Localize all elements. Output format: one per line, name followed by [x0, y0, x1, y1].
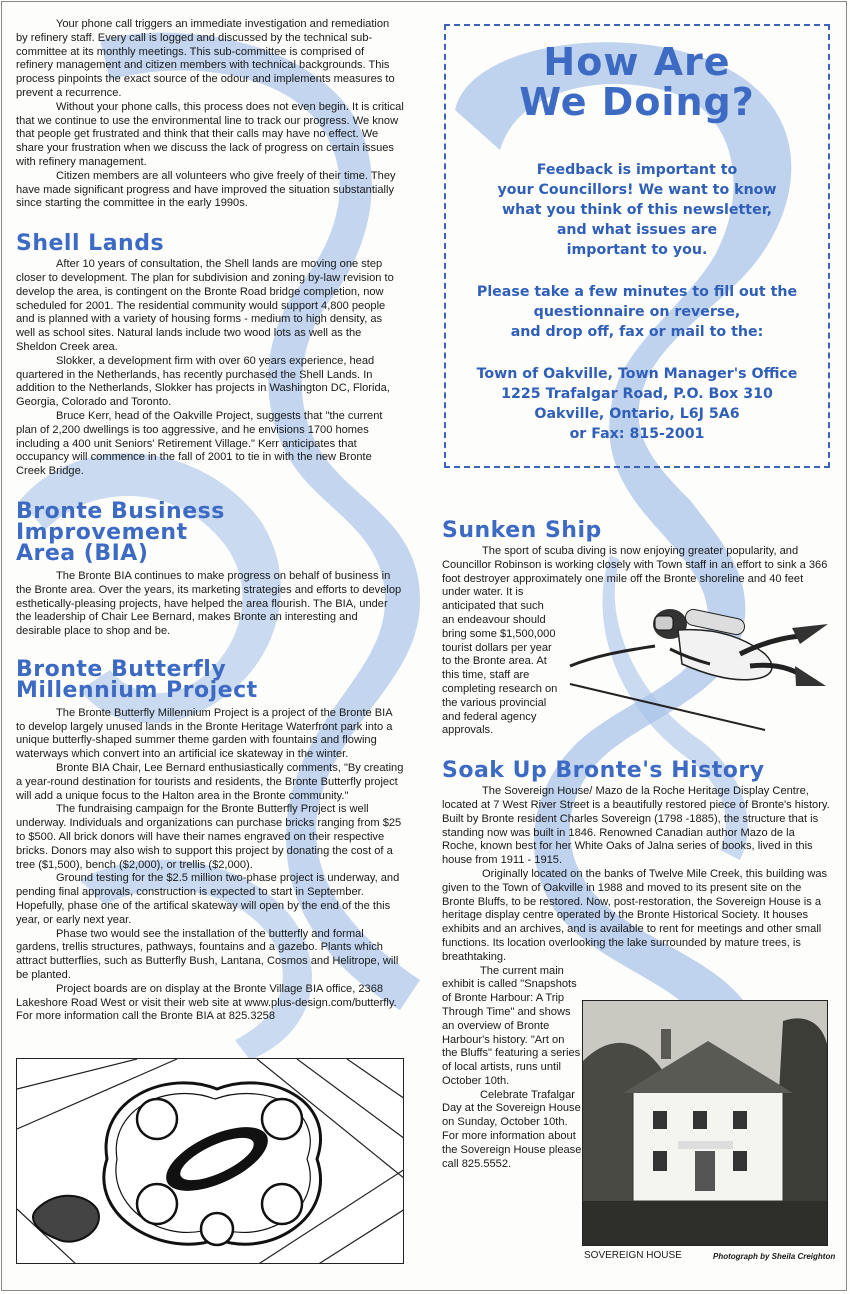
bia-heading	[16, 498, 404, 566]
history-celebrate-line: Day at the Sovereign House	[442, 1102, 581, 1115]
bia-heading-line1: Bronte Business Improvement	[16, 498, 225, 545]
history-exhibit-line: an overview of Bronte	[442, 1019, 550, 1032]
sunken-ship-line: under water. It is	[442, 586, 524, 599]
feedback-intro	[446, 160, 828, 260]
history-celebrate-line: the Sovereign House please	[442, 1143, 582, 1156]
feedback-line: 1225 Trafalgar Road, P.O. Box 310	[501, 386, 773, 402]
history-celebrate-line: on Sunday, October 10th.	[442, 1116, 568, 1129]
sunken-ship-line: anticipated that such	[442, 600, 544, 613]
sunken-ship-line: approvals.	[442, 724, 494, 737]
butterfly-heading-line2: Millennium Project	[16, 677, 258, 703]
butterfly-paragraph: Ground testing for the $2.5 million two-phase project is underway, and pending final approvals, construction is expected to start in September. Hopefully, phase one of the artifical skateway will open by the end of the this year, or early next year.	[16, 872, 400, 926]
butterfly-paragraph: Phase two would see the installation of the butterfly and formal gardens, trellis structures, pathways, fountains and a gazebo. Plants which attract butterflies, such as Butterfly Bush, Lantana, Cosmos and Helitrope, will be planted.	[16, 927, 399, 982]
butterfly-paragraph: Project boards are on display at the Bronte Village BIA office, 2368 Lakeshore Road West or visit their web site at www.plus-design.com/butterfly. For more information call the Bronte BIA at 825.3258	[16, 982, 397, 1023]
bia-heading-line2: Area (BIA)	[16, 540, 149, 566]
butterfly-garden-drawing	[16, 1058, 404, 1264]
photo-caption: SOVEREIGN HOUSE	[584, 1250, 682, 1261]
feedback-line: Town of Oakville, Town Manager's Office	[476, 366, 798, 382]
history-celebrate-line: For more information about	[442, 1130, 576, 1143]
shell-lands-section	[16, 233, 404, 479]
intro-paragraph: Your phone call triggers an immediate investigation and remediation by refinery staff. Every call is logged and discussed by the technical sub-committee at its monthly meetings. This sub-committee is comprised of refinery management and citizen members with technical backgrounds. This process pinpoints the exact source of the odour and implements measures to prevent a recurrence.	[16, 18, 395, 99]
butterfly-paragraph: Bronte BIA Chair, Lee Bernard enthusiastically comments, "By creating a year-round destination for tourists and residents, the Bronte Butterfly project will add a unique focus to the Halton area in the Bronte community."	[16, 762, 404, 802]
left-column	[16, 18, 404, 1024]
history-exhibit-line: exhibit is called "Snapshots	[442, 978, 577, 991]
feedback-request	[446, 282, 828, 342]
history-celebrate-line: Celebrate Trafalgar	[480, 1088, 575, 1101]
intro-paragraph: Citizen members are all volunteers who give freely of their time. They have made significant progress and have improved the situation substantially since starting the committee in the early 1990s.	[16, 169, 396, 210]
feedback-line: Please take a few minutes to fill out the	[476, 284, 798, 300]
history-exhibit-line: the Bluffs" featuring a series	[442, 1047, 581, 1060]
shell-lands-paragraph: Bruce Kerr, head of the Oakville Project, suggests that "the current plan of 2,200 dwellings is too aggressive, and he envisions 1700 homes including a 400 unit Seniors' Retirement Village." Kerr anticipates that occupancy will commence in the fall of 2001 to tie in with the new Bronte Creek Bridge.	[16, 409, 383, 478]
feedback-line: and what issues are	[556, 222, 718, 238]
scuba-diver-illustration	[560, 594, 830, 736]
feedback-address	[446, 364, 828, 444]
bia-paragraph: The Bronte BIA continues to make progress on behalf of business in the Bronte area. Over the years, its marketing strategies and efforts to develop esthetically-pleasing projects, have helped the area flourish. The BIA, under the leadership of Chair Lee Bernard, makes Bronte an interesting and desirable place to shop and be.	[16, 569, 402, 638]
sunken-ship-line: completing research on	[442, 682, 558, 695]
feedback-title	[446, 42, 828, 122]
butterfly-heading-line1: Bronte Butterfly	[16, 656, 227, 682]
butterfly-paragraph: The fundraising campaign for the Bronte Butterfly Project is well underway. Individuals and organizations can purchase bricks ranging from $25 to $500. All brick donors will have their names engraved on their respective bricks. Donors may also wish to support this project by donating the cost of a tree ($1,500), bench ($2,000), or trellis ($2,000).	[16, 803, 402, 871]
sunken-ship-line: this time, staff are	[442, 669, 530, 682]
history-exhibit-line: of local artists, runs until	[442, 1061, 561, 1074]
shell-lands-paragraph: After 10 years of consultation, the Shell lands are moving one step closer to development. The plan for subdivision and zoning by-law revision to develop the area, is contingent on the Bronte Road bridge completion, now scheduled for 2001. The residential community would support 4,800 people and is planned with a variety of housing forms - medium to high density, as well as school sites. Natural lands include two wood lots as well as the Sheldon Creek area.	[16, 258, 394, 353]
feedback-line: your Councillors! We want to know	[497, 182, 777, 198]
sunken-ship-intro: The sport of scuba diving is now enjoying greater popularity, and Councillor Robinson is working closely with Town staff in an effort to sink a 366 foot destroyer approximately one mile off the Bronte shoreline and 40 feet	[442, 545, 828, 585]
feedback-line: and drop off, fax or mail to the:	[510, 324, 764, 340]
feedback-line: or Fax: 815-2001	[569, 426, 705, 442]
sunken-ship-line: bring some $1,500,000	[442, 627, 556, 640]
butterfly-heading	[16, 656, 404, 703]
feedback-line: Oakville, Ontario, L6J 5A6	[534, 406, 740, 422]
feedback-line: questionnaire on reverse,	[533, 304, 741, 320]
sunken-ship-line: to the Bronte area. At	[442, 655, 547, 668]
sunken-ship-line: the various provincial	[442, 696, 547, 709]
history-exhibit-line: Harbour's history. "Art on	[442, 1033, 565, 1046]
sovereign-house-photo	[582, 1000, 828, 1246]
sunken-ship-line: and federal agency	[442, 710, 537, 723]
sunken-ship-line: an endeavour should	[442, 613, 546, 626]
sunken-ship-line: tourist dollars per year	[442, 641, 552, 654]
intro-section	[16, 18, 404, 211]
history-exhibit-line: Through Time" and shows	[442, 1005, 571, 1018]
bia-section	[16, 498, 404, 639]
intro-paragraph: Without your phone calls, this process does not even begin. It is critical that we continue to use the environmental line to track our progress. We know that people get frustrated and think that their calls may have no effect. We share your frustration when we discuss the lack of progress on certain issues with refinery management.	[16, 100, 404, 168]
history-exhibit	[442, 965, 582, 1172]
history-exhibit-line: of Bronte Harbour: A Trip	[442, 992, 565, 1005]
history-exhibit-line: October 10th.	[442, 1074, 510, 1087]
history-celebrate-line: call 825.5552.	[442, 1157, 512, 1170]
feedback-line: important to you.	[566, 242, 708, 258]
feedback-title-line2: We Doing?	[519, 80, 755, 124]
history-paragraph: Originally located on the banks of Twelve Mile Creek, this building was given to the Town of Oakville in 1988 and moved to its present site on the Bronte Bluffs, to be restored. Now, post-restoration, the Sovereign House is a heritage display centre operated by the Bronte Historical Society. It houses exhibits and an archives, and is available to rent for meetings and other small functions. Its location overlooking the lake surrounded by mature trees, is breathtaking.	[442, 867, 828, 963]
photo-credit: Photograph by Sheila Creighton	[713, 1252, 836, 1261]
feedback-line: what you think of this newsletter,	[502, 202, 772, 218]
butterfly-section	[16, 656, 404, 1024]
feedback-title-line1: How Are	[543, 40, 731, 84]
feedback-line: Feedback is important to	[536, 162, 738, 178]
history-heading: Soak Up Bronte's History	[442, 758, 765, 784]
sunken-ship-heading: Sunken Ship	[442, 518, 602, 543]
history-exhibit-line: The current main	[480, 964, 564, 977]
butterfly-paragraph: The Bronte Butterfly Millennium Project is a project of the Bronte BIA to develop largely unused lands in the Bronte Heritage Waterfront park into a unique butterfly-shaped summer theme garden with fountains and flowing waterways which convert into an artificial ice skateway in the winter.	[16, 706, 393, 761]
shell-lands-heading: Shell Lands	[16, 231, 165, 257]
history-paragraph: The Sovereign House/ Mazo de la Roche Heritage Display Centre, located at 7 West River Street is a beautifully restored piece of Bronte's history. Built by Bronte resident Charles Sovereign (1798 -1885), the structure that is standing now was built in 1846. Renowned Canadian author Mazo de la Roche, known best for her White Oaks of Jalna series of books, lived in this house from 1911 - 1915.	[442, 785, 830, 867]
feedback-box	[444, 24, 830, 468]
shell-lands-paragraph: Slokker, a development firm with over 60 years experience, head quartered in the Netherlands, has recently purchased the Shell Lands. In addition to the Netherlands, Slokker has projects in Washington DC, Florida, Georgia, Colorado and Toronto.	[16, 354, 390, 409]
